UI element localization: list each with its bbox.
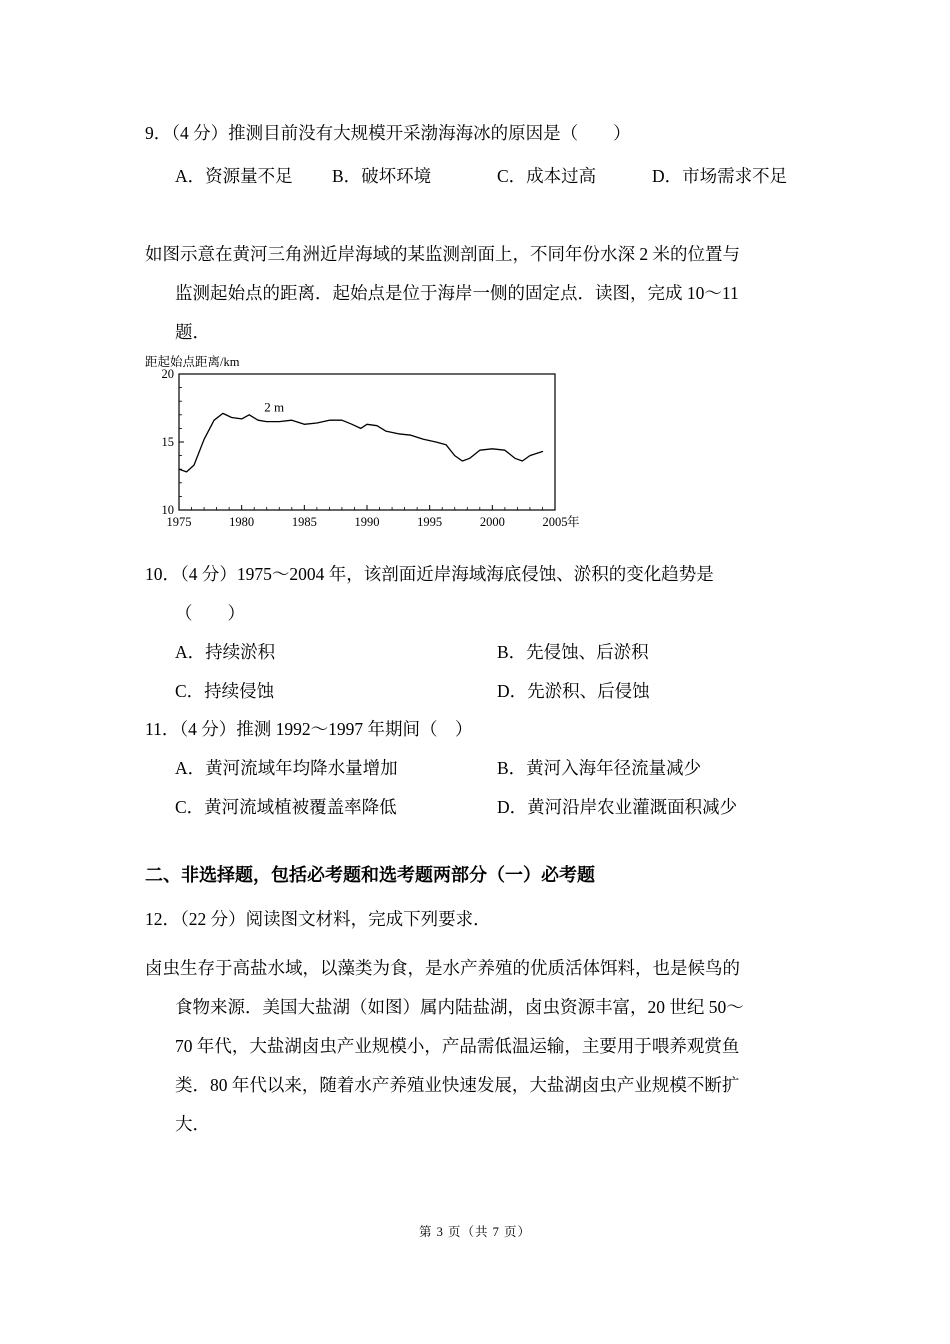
section-2-title: 二、非选择题，包括必考题和选考题两部分（一）必考题	[145, 865, 595, 885]
question-11-options	[145, 749, 817, 826]
svg-text:20: 20	[161, 367, 174, 381]
svg-text:1975: 1975	[166, 515, 192, 529]
question-12-stem: 12．（22 分）阅读图文材料，完成下列要求．	[145, 909, 491, 929]
question-10-option-d: D．先淤积、后侵蚀	[497, 680, 650, 701]
svg-text:1995: 1995	[417, 515, 443, 529]
passage-brine-shrimp	[145, 949, 817, 1144]
question-10-option-a: A．持续淤积	[175, 642, 276, 662]
question-11-stem: 11．（4 分）推测 1992～1997 年期间（ ）	[145, 719, 473, 739]
question-9-option-c: C．成本过高	[497, 166, 597, 186]
question-10-stem: 10．（4 分）1975～2004 年，该剖面近岸海域海底侵蚀、淤积的变化趋势是	[145, 564, 714, 584]
passage-line: 卤虫生存于高盐水域，以藻类为食，是水产养殖的优质活体饵料，也是候鸟的	[145, 958, 740, 978]
svg-text:2000: 2000	[479, 515, 505, 529]
svg-text:2005: 2005	[542, 515, 568, 529]
page-number: 第 3 页（共 7 页）	[418, 1225, 531, 1239]
svg-text:1985: 1985	[291, 515, 317, 529]
svg-text:1980: 1980	[229, 515, 255, 529]
passage-line: 如图示意在黄河三角洲近岸海域的某监测剖面上，不同年份水深 2 米的位置与	[145, 244, 740, 264]
question-9-options	[145, 161, 817, 191]
passage-line: 食物来源．美国大盐湖（如图）属内陆盐湖，卤虫资源丰富，20 世纪 50～	[175, 997, 744, 1017]
question-9-option-b: B．破坏环境	[332, 166, 432, 186]
question-10-option-b: B．先侵蚀、后淤积	[497, 642, 649, 662]
page-content	[145, 118, 817, 1144]
svg-text:15: 15	[161, 435, 174, 449]
question-11-option-c: C．黄河流域植被覆盖率降低	[175, 796, 397, 817]
passage-line: 监测起始点的距离．起始点是位于海岸一侧的固定点．读图，完成 10～11	[175, 283, 739, 303]
question-10-stem-continued: （ ）	[175, 603, 245, 623]
question-9-stem: 9．（4 分）推测目前没有大规模开采渤海海冰的原因是（ ）	[145, 123, 631, 143]
passage-line: 大．	[175, 1114, 210, 1134]
svg-text:2 m: 2 m	[264, 399, 285, 415]
question-9-option-a: A．资源量不足	[175, 166, 293, 186]
question-11-option-b: B．黄河入海年径流量减少	[497, 758, 702, 778]
passage-yellow-river	[145, 235, 817, 352]
distance-trend-chart-svg	[145, 354, 605, 536]
question-10-options	[145, 633, 817, 710]
question-11-option-d: D．黄河沿岸农业灌溉面积减少	[497, 796, 738, 817]
distance-trend-chart	[145, 354, 817, 541]
question-9-option-d: D．市场需求不足	[652, 166, 788, 186]
passage-line: 题．	[175, 322, 210, 342]
question-10-option-c: C．持续侵蚀	[175, 680, 275, 701]
question-11-option-a: A．黄河流域年均降水量增加	[175, 758, 398, 778]
passage-line: 70 年代，大盐湖卤虫产业规模小，产品需低温运输，主要用于喂养观赏鱼	[175, 1036, 740, 1056]
svg-text:1990: 1990	[354, 515, 380, 529]
svg-text:10: 10	[161, 503, 174, 517]
svg-text:距起始点距离/km: 距起始点距离/km	[145, 355, 240, 369]
passage-line: 类．80 年代以来，随着水产养殖业快速发展，大盐湖卤虫产业规模不断扩	[175, 1075, 740, 1095]
svg-text:年: 年	[567, 515, 580, 529]
